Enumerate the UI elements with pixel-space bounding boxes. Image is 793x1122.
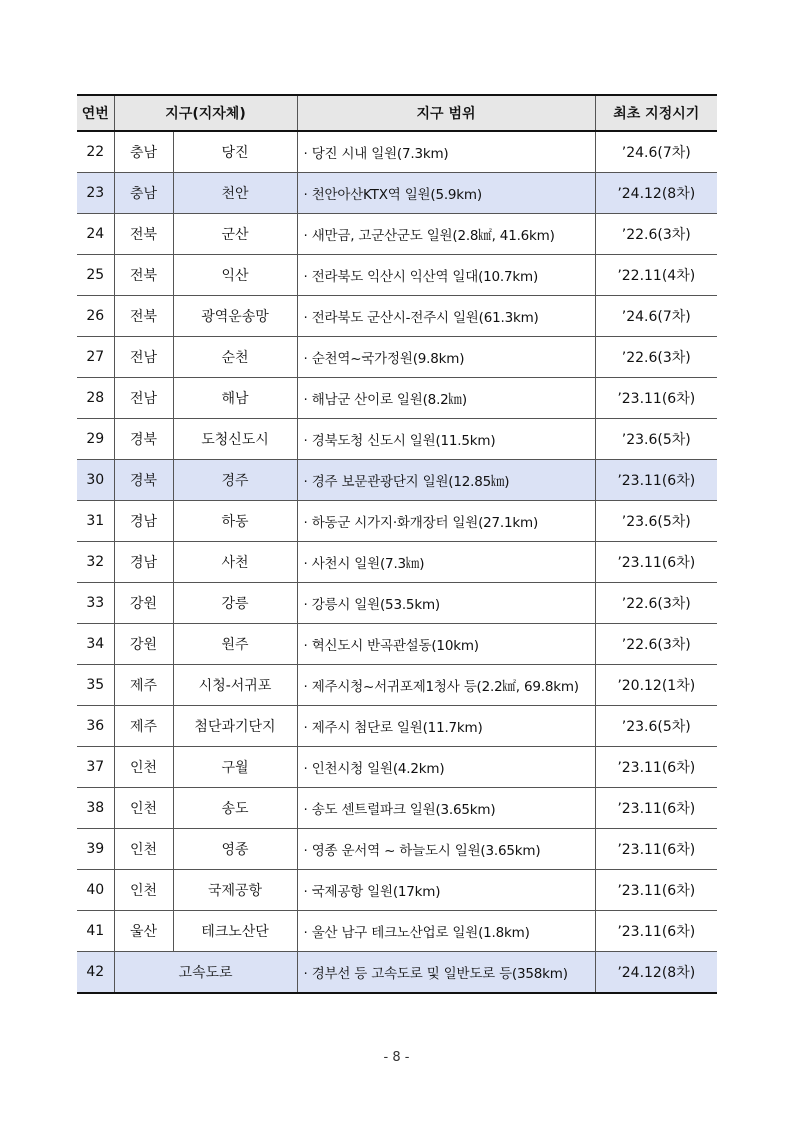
row-date: ’23.11(6차) xyxy=(595,542,717,583)
row-range: · 전라북도 익산시 익산역 일대(10.7km) xyxy=(297,255,595,296)
row-range: · 영종 운서역 ~ 하늘도시 일원(3.65km) xyxy=(297,829,595,870)
row-range: · 강릉시 일원(53.5km) xyxy=(297,583,595,624)
row-region: 충남 xyxy=(114,173,173,214)
row-district: 광역운송망 xyxy=(173,296,297,337)
row-range: · 사천시 일원(7.3㎞) xyxy=(297,542,595,583)
row-range: · 혁신도시 반곡관설동(10km) xyxy=(297,624,595,665)
row-region: 전남 xyxy=(114,337,173,378)
row-range: · 인천시청 일원(4.2km) xyxy=(297,747,595,788)
row-range: · 천안아산KTX역 일원(5.9km) xyxy=(297,173,595,214)
row-range: · 국제공항 일원(17km) xyxy=(297,870,595,911)
table-row xyxy=(77,214,717,255)
row-number: 26 xyxy=(77,296,114,337)
row-district: 구월 xyxy=(173,747,297,788)
row-range: · 제주시 첨단로 일원(11.7km) xyxy=(297,706,595,747)
row-range: · 순천역~국가정원(9.8km) xyxy=(297,337,595,378)
table-row xyxy=(77,911,717,952)
row-date: ’22.6(3차) xyxy=(595,624,717,665)
row-district: 송도 xyxy=(173,788,297,829)
row-district: 익산 xyxy=(173,255,297,296)
row-district: 강릉 xyxy=(173,583,297,624)
table-row xyxy=(77,419,717,460)
row-region: 강원 xyxy=(114,583,173,624)
row-number: 27 xyxy=(77,337,114,378)
row-date: ’23.6(5차) xyxy=(595,419,717,460)
header-no: 연번 xyxy=(77,95,114,131)
row-range: · 경북도청 신도시 일원(11.5km) xyxy=(297,419,595,460)
row-region: 충남 xyxy=(114,131,173,173)
table-row xyxy=(77,501,717,542)
row-region: 인천 xyxy=(114,870,173,911)
row-date: ’23.11(6차) xyxy=(595,870,717,911)
row-date: ’20.12(1차) xyxy=(595,665,717,706)
row-date: ’23.6(5차) xyxy=(595,501,717,542)
row-date: ’24.12(8차) xyxy=(595,952,717,994)
table-row xyxy=(77,870,717,911)
row-number: 25 xyxy=(77,255,114,296)
row-number: 41 xyxy=(77,911,114,952)
header-date: 최초 지정시기 xyxy=(595,95,717,131)
table-row xyxy=(77,542,717,583)
header-range: 지구 범위 xyxy=(297,95,595,131)
row-range: · 송도 센트럴파크 일원(3.65km) xyxy=(297,788,595,829)
row-range: · 경주 보문관광단지 일원(12.85㎞) xyxy=(297,460,595,501)
row-region: 제주 xyxy=(114,665,173,706)
row-district: 원주 xyxy=(173,624,297,665)
row-date: ’22.6(3차) xyxy=(595,337,717,378)
page-number: - 8 - xyxy=(383,1050,410,1065)
row-number: 30 xyxy=(77,460,114,501)
row-date: ’22.6(3차) xyxy=(595,583,717,624)
table-row xyxy=(77,173,717,214)
table-header-row xyxy=(77,95,717,131)
row-number: 22 xyxy=(77,131,114,173)
table-row xyxy=(77,460,717,501)
row-date: ’22.11(4차) xyxy=(595,255,717,296)
row-district: 순천 xyxy=(173,337,297,378)
designation-table xyxy=(77,94,717,994)
table-row xyxy=(77,747,717,788)
row-date: ’23.6(5차) xyxy=(595,706,717,747)
row-region: 제주 xyxy=(114,706,173,747)
row-district: 영종 xyxy=(173,829,297,870)
row-date: ’23.11(6차) xyxy=(595,911,717,952)
row-region: 전북 xyxy=(114,214,173,255)
row-date: ’24.6(7차) xyxy=(595,131,717,173)
row-number: 39 xyxy=(77,829,114,870)
row-number: 38 xyxy=(77,788,114,829)
table-row xyxy=(77,829,717,870)
row-district: 당진 xyxy=(173,131,297,173)
table-row xyxy=(77,788,717,829)
table-row xyxy=(77,131,717,173)
row-date: ’24.12(8차) xyxy=(595,173,717,214)
row-district: 경주 xyxy=(173,460,297,501)
row-region: 경북 xyxy=(114,460,173,501)
table-row-highway xyxy=(77,952,717,994)
row-district: 천안 xyxy=(173,173,297,214)
header-district: 지구(지자체) xyxy=(114,95,297,131)
row-range: · 새만금, 고군산군도 일원(2.8㎢, 41.6km) xyxy=(297,214,595,255)
table-row xyxy=(77,296,717,337)
row-number: 37 xyxy=(77,747,114,788)
table-row xyxy=(77,583,717,624)
row-region: 강원 xyxy=(114,624,173,665)
row-date: ’23.11(6차) xyxy=(595,829,717,870)
row-number: 29 xyxy=(77,419,114,460)
row-range: · 제주시청~서귀포제1청사 등(2.2㎢, 69.8km) xyxy=(297,665,595,706)
row-range: · 울산 남구 테크노산업로 일원(1.8km) xyxy=(297,911,595,952)
row-region: 인천 xyxy=(114,829,173,870)
row-region: 울산 xyxy=(114,911,173,952)
row-date: ’23.11(6차) xyxy=(595,788,717,829)
row-date: ’22.6(3차) xyxy=(595,214,717,255)
row-region: 인천 xyxy=(114,788,173,829)
table-row xyxy=(77,337,717,378)
table-row xyxy=(77,378,717,419)
row-region: 경남 xyxy=(114,542,173,583)
row-district: 해남 xyxy=(173,378,297,419)
row-region: 인천 xyxy=(114,747,173,788)
row-range: · 경부선 등 고속도로 및 일반도로 등(358km) xyxy=(297,952,595,994)
row-region: 전남 xyxy=(114,378,173,419)
row-district: 첨단과기단지 xyxy=(173,706,297,747)
table-row xyxy=(77,624,717,665)
row-district: 군산 xyxy=(173,214,297,255)
row-range: · 당진 시내 일원(7.3km) xyxy=(297,131,595,173)
row-district: 도청신도시 xyxy=(173,419,297,460)
row-number: 40 xyxy=(77,870,114,911)
table-row xyxy=(77,255,717,296)
row-number: 32 xyxy=(77,542,114,583)
row-date: ’24.6(7차) xyxy=(595,296,717,337)
row-district: 시청-서귀포 xyxy=(173,665,297,706)
row-date: ’23.11(6차) xyxy=(595,747,717,788)
row-number: 33 xyxy=(77,583,114,624)
row-district: 사천 xyxy=(173,542,297,583)
row-date: ’23.11(6차) xyxy=(595,460,717,501)
row-number: 35 xyxy=(77,665,114,706)
row-number: 31 xyxy=(77,501,114,542)
row-region: 경북 xyxy=(114,419,173,460)
row-district: 고속도로 xyxy=(114,952,297,994)
row-district: 테크노산단 xyxy=(173,911,297,952)
row-range: · 하동군 시가지·화개장터 일원(27.1km) xyxy=(297,501,595,542)
row-number: 28 xyxy=(77,378,114,419)
row-range: · 전라북도 군산시-전주시 일원(61.3km) xyxy=(297,296,595,337)
row-region: 경남 xyxy=(114,501,173,542)
table-row xyxy=(77,706,717,747)
row-region: 전북 xyxy=(114,255,173,296)
row-number: 42 xyxy=(77,952,114,994)
table-row xyxy=(77,665,717,706)
row-region: 전북 xyxy=(114,296,173,337)
row-date: ’23.11(6차) xyxy=(595,378,717,419)
row-number: 24 xyxy=(77,214,114,255)
row-district: 국제공항 xyxy=(173,870,297,911)
row-number: 23 xyxy=(77,173,114,214)
row-range: · 해남군 산이로 일원(8.2㎞) xyxy=(297,378,595,419)
row-number: 36 xyxy=(77,706,114,747)
row-number: 34 xyxy=(77,624,114,665)
row-district: 하동 xyxy=(173,501,297,542)
